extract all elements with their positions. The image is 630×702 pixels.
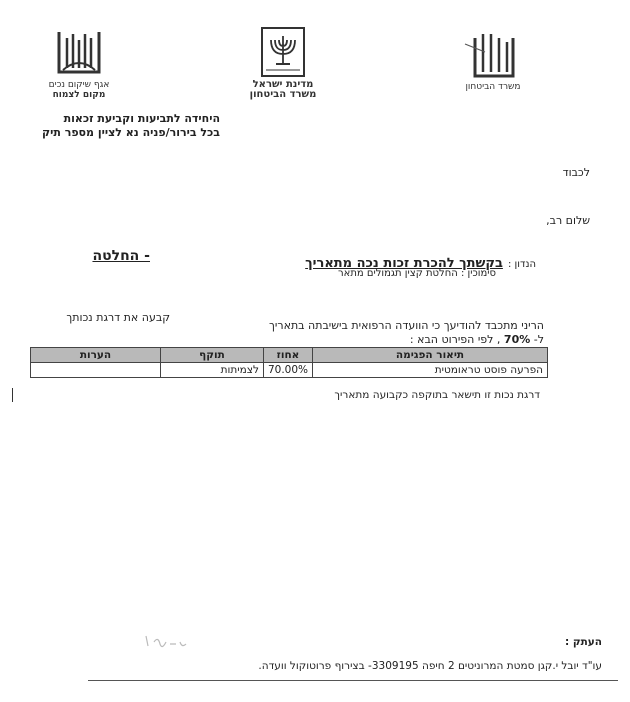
left-logo <box>44 26 114 100</box>
cell-percent: 70.00% <box>263 363 312 378</box>
cell-notes <box>31 363 161 378</box>
cell-validity: לצמיתות <box>160 363 263 378</box>
unit-instruction: בכל בירור/פניה נא לציין מספר תיק <box>42 126 220 139</box>
logo-caption: מדינת ישראל <box>252 79 314 90</box>
logo-caption: אגף שיקום נכים <box>48 80 110 90</box>
subject-prefix: הנדון : <box>508 259 536 270</box>
logo-caption: משרד הביטחון <box>249 89 317 100</box>
center-logo <box>238 26 328 100</box>
body-line-1-end: קבעה את דרגת נכותך <box>66 311 170 324</box>
copy-recipient: עו"ד יובל י.קגן סמטת המרוניטים 2 חיפה 3309195- בצירוף פרוטוקול וועדה. <box>258 660 602 672</box>
menorah-emblem <box>258 26 308 80</box>
table-row <box>31 363 548 378</box>
header-validity: תוקף <box>160 348 263 363</box>
reference: סימוכין : החלטת קצין תגמולים מתאר <box>337 268 496 279</box>
header-description: תיאור הפגימה <box>313 348 548 363</box>
addressee: לכבוד <box>562 166 590 179</box>
margin-mark <box>12 388 13 402</box>
copy-label: העתק : <box>565 636 602 648</box>
percent-value: 70% <box>503 333 531 346</box>
decision-title: - החלטה <box>92 248 150 264</box>
cell-description: הפרעה פוסט טראומטית <box>313 363 548 378</box>
ministry-logo <box>463 28 523 82</box>
percent-rest: , לפי הפירוט הבא : <box>409 333 501 346</box>
greeting: שלום רב, <box>546 214 590 227</box>
memorial-flame-logo <box>49 26 109 80</box>
validity-note: דרגת נכות זו תישאר בתוקפה כקבועה מתאריך <box>334 389 540 401</box>
body-line-1: הריני מתכבד להודיעך כי הוועדה הרפואית בישיבתה בתאריך <box>269 319 544 332</box>
table-header-row <box>31 348 548 363</box>
body-line-2 <box>300 333 544 346</box>
logo-caption: משרד הביטחון <box>465 82 521 92</box>
footer-rule <box>88 680 618 681</box>
signature-scribble <box>140 632 190 656</box>
logo-caption: מקום לצמוח <box>52 90 106 100</box>
subject-text: בקשתך להכרת זכות נכה מתאריך <box>305 256 503 271</box>
header-notes: הערות <box>31 348 161 363</box>
percent-prefix: ל- <box>533 333 544 346</box>
header-percent: אחוז <box>263 348 312 363</box>
unit-name: היחידה לתביעות וקביעת זכאות <box>63 112 220 125</box>
right-logo <box>458 28 528 92</box>
injury-table <box>30 347 548 378</box>
